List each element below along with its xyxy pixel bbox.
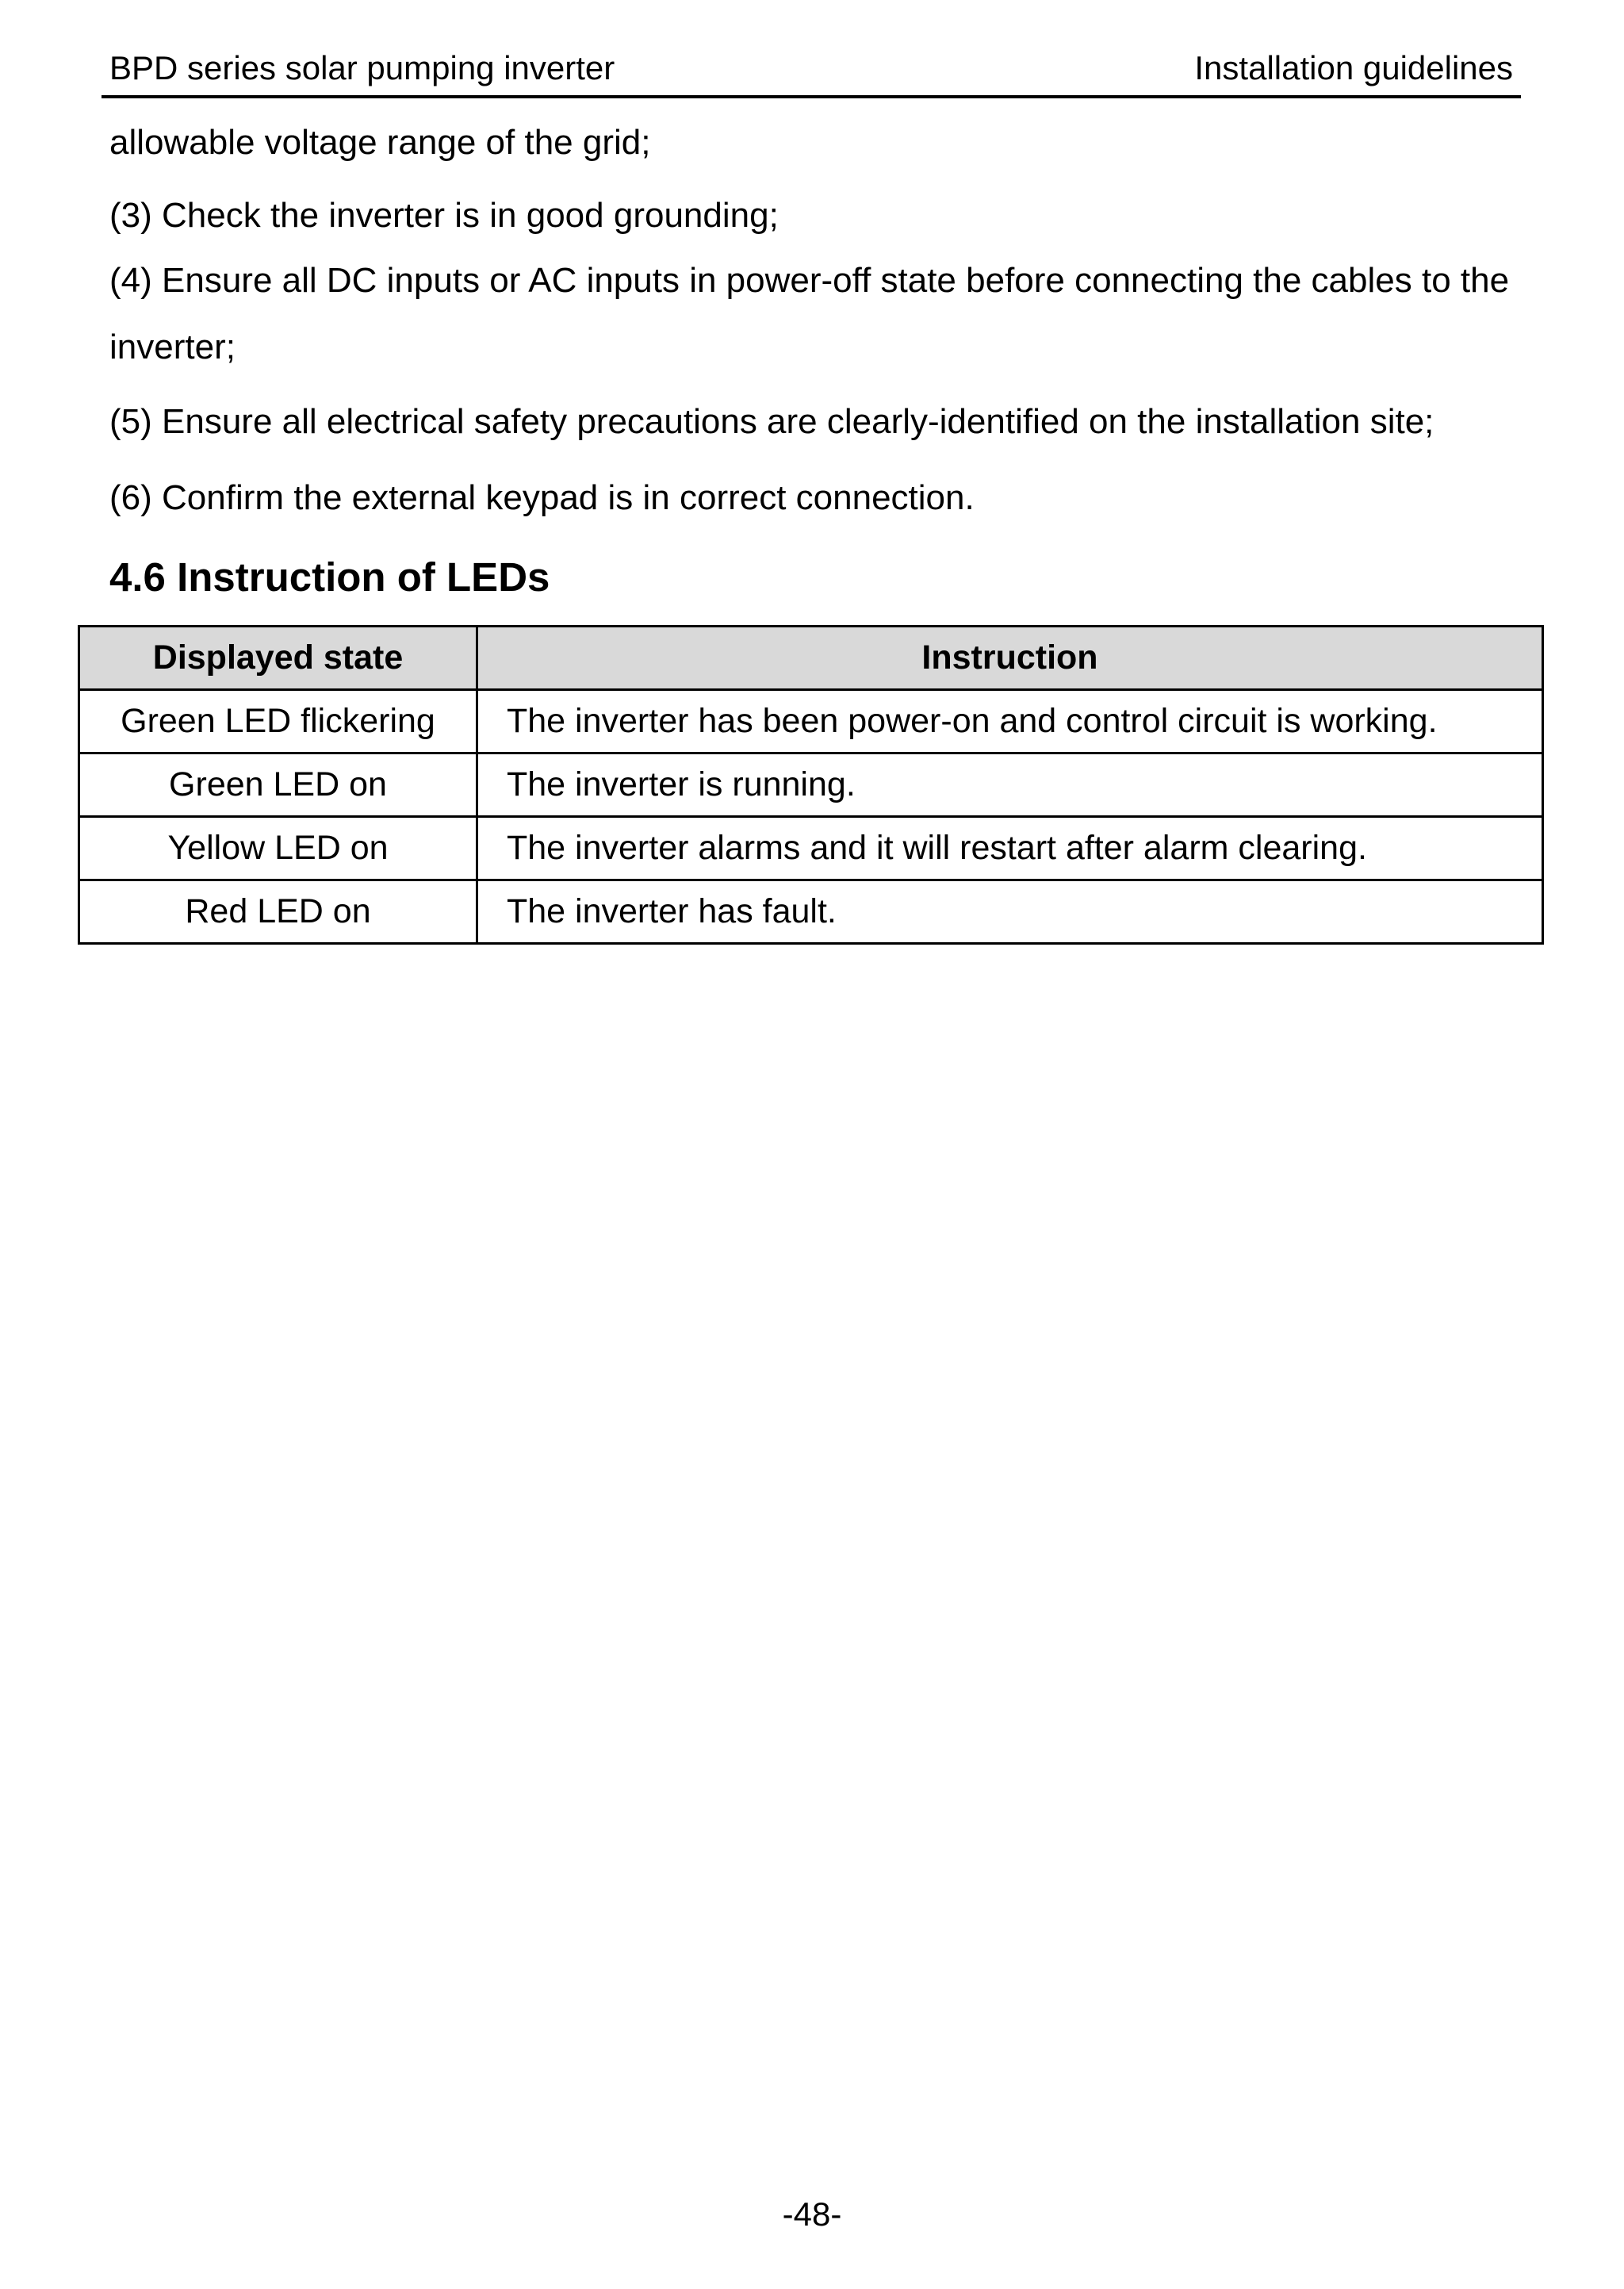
header-chapter-title: Installation guidelines — [1194, 49, 1513, 86]
cell-displayed-state: Red LED on — [79, 880, 477, 944]
cell-displayed-state: Green LED on — [79, 753, 477, 817]
paragraph-ensure-power-off: (4) Ensure all DC inputs or AC inputs in power-off state before connecting the cables to the — [109, 261, 1510, 300]
paragraph-safety-precautions: (5) Ensure all electrical safety precautions are clearly-identified on the installation site; — [109, 402, 1434, 441]
header-document-title: BPD series solar pumping inverter — [109, 49, 615, 86]
column-header-displayed-state: Displayed state — [79, 627, 477, 690]
section-title: 4.6 Instruction of LEDs — [109, 554, 550, 600]
table-header-row — [79, 627, 1543, 690]
table-row — [79, 690, 1543, 753]
table-row — [79, 817, 1543, 880]
cell-displayed-state: Green LED flickering — [79, 690, 477, 753]
table-row — [79, 880, 1543, 944]
cell-instruction: The inverter is running. — [477, 753, 1543, 817]
led-instruction-table — [78, 625, 1544, 945]
table-row — [79, 753, 1543, 817]
paragraph-ensure-power-off-continued: inverter; — [109, 328, 236, 366]
paragraph-keypad-connection: (6) Confirm the external keypad is in correct connection. — [109, 478, 975, 517]
cell-instruction: The inverter has fault. — [477, 880, 1543, 944]
page-number: -48- — [782, 2195, 842, 2233]
cell-displayed-state: Yellow LED on — [79, 817, 477, 880]
paragraph-check-grounding: (3) Check the inverter is in good grounding; — [109, 196, 779, 235]
cell-instruction: The inverter has been power-on and control circuit is working. — [477, 690, 1543, 753]
page-header — [102, 48, 1521, 98]
cell-instruction: The inverter alarms and it will restart after alarm clearing. — [477, 817, 1543, 880]
column-header-instruction: Instruction — [477, 627, 1543, 690]
paragraph-grid-voltage: allowable voltage range of the grid; — [109, 123, 651, 162]
